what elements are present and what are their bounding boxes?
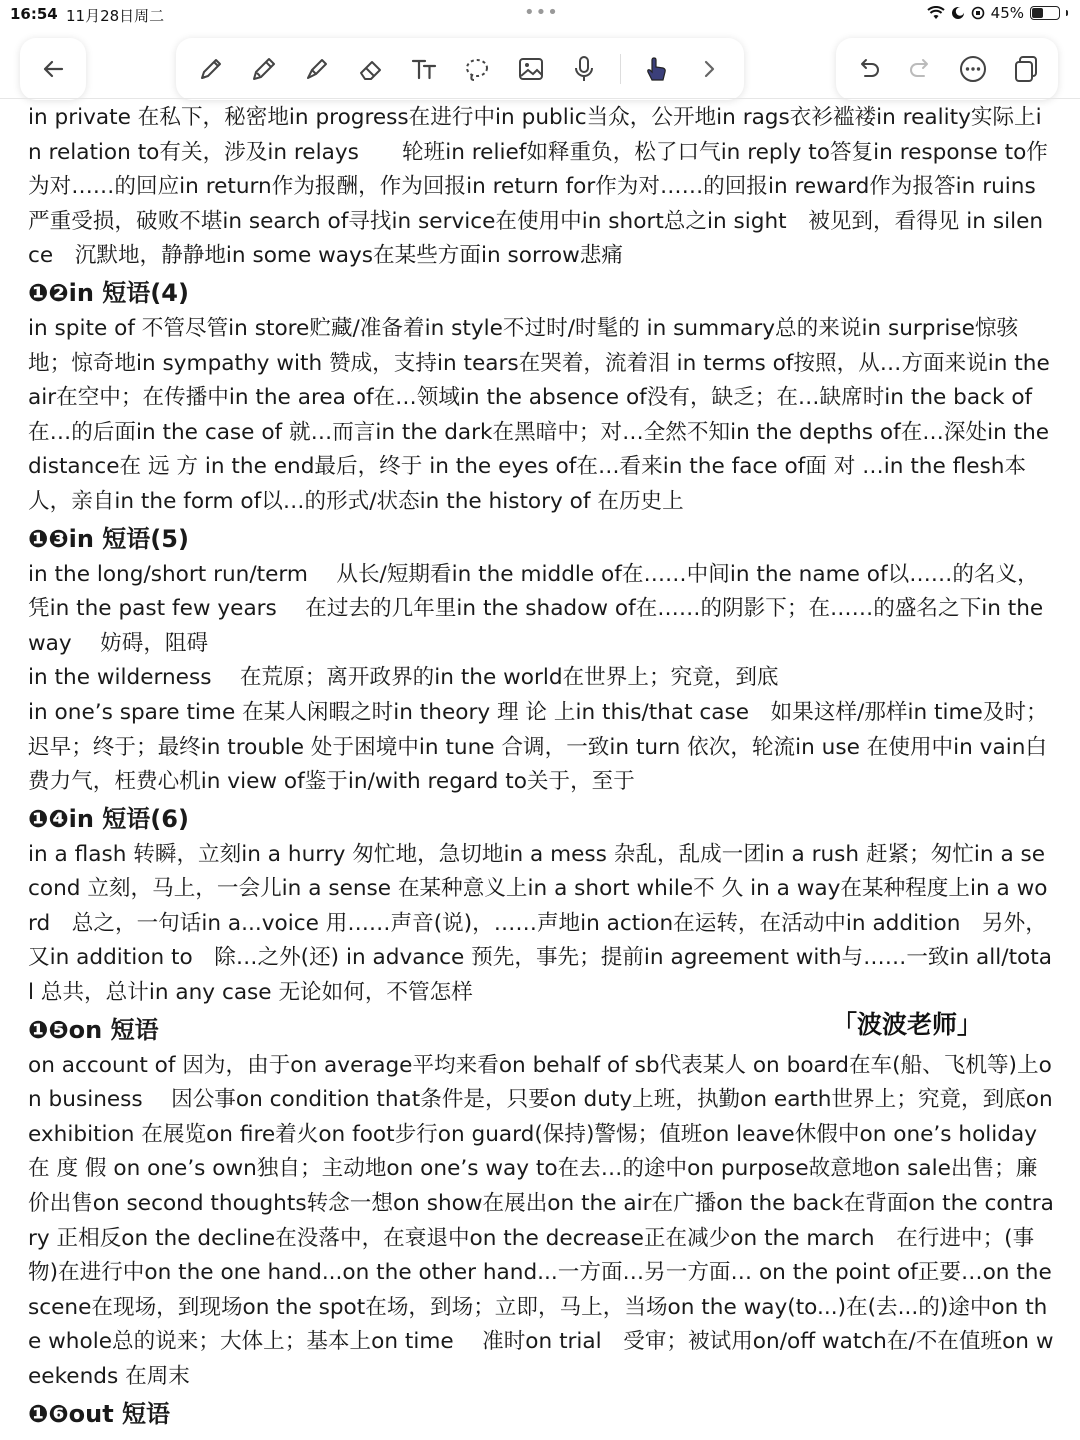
hand-pointer-icon[interactable] (638, 51, 674, 87)
back-toolbar (20, 38, 86, 100)
undo-icon[interactable] (850, 51, 886, 87)
text-tool-icon[interactable] (406, 51, 442, 87)
toolbar-divider (0, 98, 1080, 99)
pen-icon[interactable] (193, 51, 229, 87)
status-bar (0, 0, 1080, 30)
lasso-icon[interactable] (459, 51, 495, 87)
status-indicators (927, 4, 1068, 22)
pages-icon[interactable] (1008, 51, 1044, 87)
multitasking-dots-icon[interactable]: ••• (524, 2, 559, 23)
toolbar-separator (620, 54, 621, 84)
section-paragraph: in a flash 转瞬，立刻in a hurry 匆忙地，急切地in a mess 杂乱，乱成一团in a rush 赶紧；匆忙in a second 立刻，马上，一会儿in a sense 在某种意义上in a short while不 久 in a way在某种程度上in a word 总之，一句话in a...voice 用……声音(说)，……声地in action在运转，在活动中in addition 另外，又in addition to 除…之外(还) in advance 预先，事先；提前in agreement with与……一致in all/total 总共，总计in any case 无论如何，不管怎样 (28, 841, 1052, 1006)
section-heading-in-phrases-6: ❶❹in 短语(6) (28, 804, 189, 833)
section-heading-in-phrases-4: ❶❷in 短语(4) (28, 278, 189, 307)
battery-fill (1032, 8, 1043, 18)
section-heading-in-phrases-5: ❶❸in 短语(5) (28, 524, 189, 553)
image-icon[interactable] (513, 51, 549, 87)
section-heading-out-phrases: ❶❻out 短语 (28, 1399, 171, 1428)
actions-toolbar (836, 38, 1058, 100)
microphone-icon[interactable] (566, 51, 602, 87)
section-heading-on-phrases: ❶❺on 短语 (28, 1015, 159, 1044)
section-paragraph: on account of 因为，由于on average平均来看on behalf of sb代表某人 on board在车(船、飞机等)上on business 因公事on condition that条件是，只要on duty上班，执勤on earth世界上；究竟，到底on exhibition 在展览on fire着火on foot步行on guard(保持)警惕；值班on leave休假中on one’s holiday 在 度 假 on one’s own独自；主动地on one’s way to在去…的途中on purpose故意地on sale出售；廉价出售on second thoughts转念一想on show在展出on the air在广播on the back在背面on the contrary 正相反on the decline在没落中，在衰退中on the decrease正在减少on the march 在行进中；(事物)在进行中on the one hand...on the other hand...一方面…另一方面… on the point of正要…on the scene在现场，到现场on the spot在场，到场；立即，马上，当场on the way(to...)在(去...的)途中on the whole总的说来；大体上；基本上on time 准时on trial 受审；被试用on/off watch在/不在值班on weekends 在周末 (28, 1052, 1054, 1389)
redo-icon[interactable] (903, 51, 939, 87)
intro-paragraph: in private 在私下，秘密地in progress在进行中in public当众，公开地in rags衣衫褴褛in reality实际上in relation to有关，涉及in relays 轮班in relief如释重负，松了口气in reply to答复in response to作为对……的回应in return作为报酬，作为回报in return for作为对……的回报in reward作为报答in ruins严重受损，破败不堪in search of寻找in service在使用中in short总之in sight 被见到，看得见 in silence 沉默地，静静地in some ways在某些方面in sorrow悲痛 (28, 105, 1048, 269)
status-date: 11月28日周二 (66, 7, 165, 25)
eraser-icon[interactable] (353, 51, 389, 87)
author-watermark: 「波波老师」 (832, 1010, 983, 1039)
highlighter-icon[interactable] (299, 51, 335, 87)
battery-tip (1066, 10, 1068, 16)
focus-moon-icon (951, 6, 965, 20)
battery-icon (1030, 6, 1060, 20)
chevron-right-icon[interactable] (691, 51, 727, 87)
drawing-toolbar (176, 38, 744, 100)
pencil-icon[interactable] (246, 51, 282, 87)
wifi-icon (927, 6, 945, 20)
battery-percent: 45% (990, 4, 1024, 22)
section-paragraph: in the wilderness 在荒原；离开政界的in the world在世界上；究竟，到底 (28, 665, 779, 691)
orientation-lock-icon (971, 6, 985, 20)
more-icon[interactable] (955, 51, 991, 87)
note-content[interactable] (28, 101, 1054, 1433)
section-paragraph: in one’s spare time 在某人闲暇之时in theory 理 论 上in this/that case 如果这样/那样in time及时；迟早；终于；最终in trouble 处于困境中in tune 合调，一致in turn 依次，轮流in use 在使用中in vain白费力气，枉费心机in view of鉴于in/with regard to关于，至于 (28, 699, 1048, 795)
section-paragraph: in spite of 不管尽管in store贮藏/准备着in style不过时/时髦的 in summary总的来说in surprise惊骇地；惊奇地in sympathy with 赞成，支持in tears在哭着，流着泪 in terms of按照，从…方面来说in the air在空中；在传播中in the area of在…领域in the absence of没有，缺乏；在…缺席时in the back of在…的后面in the case of 就…而言in the dark在黑暗中；对…全然不知in the depths of在…深处in the distance在 远 方 in the end最后，终于 in the eyes of在…看来in the face of面 对 …in the flesh本人，亲自in the form of以…的形式/状态in the history of 在历史上 (28, 315, 1050, 514)
back-arrow-icon[interactable] (35, 51, 71, 87)
status-time: 16:54 (10, 5, 58, 23)
section-paragraph: in the long/short run/term 从长/短期看in the middle of在……中间in the name of以……的名义，凭in the past few years 在过去的几年里in the shadow of在……的阴影下；在……的盛名之下in the way 妨碍，阻碍 (28, 561, 1044, 656)
